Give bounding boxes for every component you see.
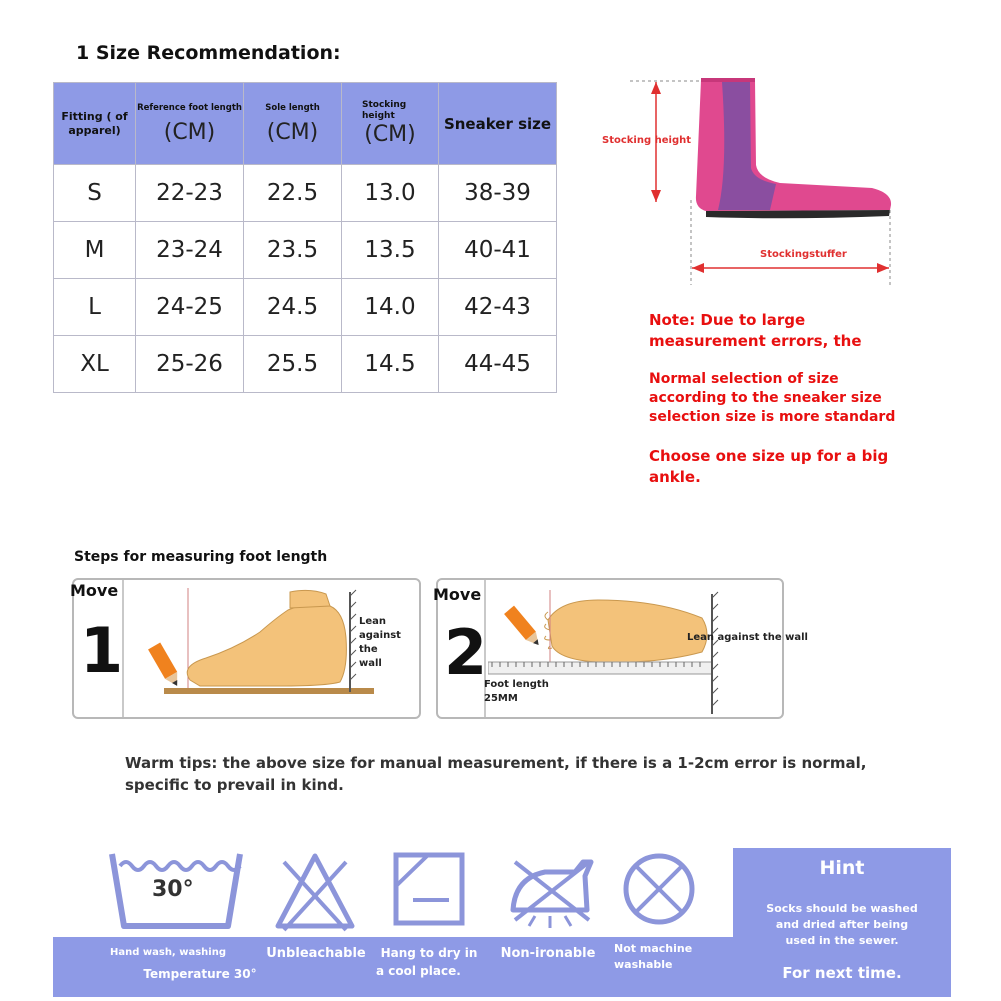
cell-foot-length: 22-23 [136, 165, 244, 222]
step-2-foot-length-label: Foot length [484, 679, 549, 690]
step-1-lean-3: the [359, 644, 378, 655]
note-line-4: according to the sneaker size [649, 390, 882, 406]
cell-stocking-height: 14.0 [342, 279, 439, 336]
hand-wash-label-1: Hand wash, washing [110, 947, 226, 958]
header-fitting: Fitting ( of apparel) [54, 83, 136, 165]
cell-sole-length: 24.5 [244, 279, 342, 336]
cell-sneaker-size: 38-39 [439, 165, 557, 222]
hint-line-1: Socks should be washed [766, 902, 918, 915]
note-line-7: ankle. [649, 468, 701, 486]
cell-sneaker-size: 40-41 [439, 222, 557, 279]
hang-dry-icon [393, 852, 465, 926]
header-stocking-height: Stocking height (CM) [342, 83, 439, 165]
cell-foot-length: 25-26 [136, 336, 244, 393]
cell-foot-length: 24-25 [136, 279, 244, 336]
header-sole-length: Sole length (CM) [244, 83, 342, 165]
header-sneaker-size: Sneaker size [439, 83, 557, 165]
hint-line-3: used in the sewer. [785, 934, 899, 947]
note-line-5: selection size is more standard [649, 409, 896, 425]
note-line-1: Note: Due to large [649, 311, 806, 329]
note-line-6: Choose one size up for a big [649, 447, 889, 465]
cell-size: M [54, 222, 136, 279]
warm-tips [125, 752, 885, 796]
cell-stocking-height: 13.0 [342, 165, 439, 222]
cell-foot-length: 23-24 [136, 222, 244, 279]
table-row [54, 279, 557, 336]
sock-image-icon [696, 78, 891, 218]
pencil-icon [148, 642, 183, 689]
cell-sole-length: 25.5 [244, 336, 342, 393]
unbleachable-label: Unbleachable [266, 946, 366, 961]
not-machine-label-2: washable [614, 958, 673, 971]
warm-tips-line-2: specific to prevail in kind. [125, 776, 344, 794]
cell-size: L [54, 279, 136, 336]
foot-side-view-icon [140, 588, 380, 706]
cell-size: S [54, 165, 136, 222]
step-2-move-label: Move [433, 585, 482, 604]
cell-stocking-height: 14.5 [342, 336, 439, 393]
no-iron-icon [505, 850, 597, 932]
non-ironable-label: Non-ironable [500, 946, 596, 961]
wall-icon [350, 590, 356, 692]
stocking-height-label: Stocking height [602, 135, 692, 146]
steps-title: Steps for measuring foot length [74, 549, 328, 565]
cell-sole-length: 23.5 [244, 222, 342, 279]
wall-icon [712, 592, 718, 714]
step-1-lean-1: Lean [359, 616, 387, 627]
warm-tips-line-1: Warm tips: the above size for manual measurement, if there is a 1-2cm error is normal, [125, 754, 867, 772]
wash-temperature: 30° [152, 877, 194, 902]
ruler-icon [488, 662, 712, 674]
step-1-lean-2: against [359, 630, 401, 641]
cell-size: XL [54, 336, 136, 393]
note-line-2: measurement errors, the [649, 332, 862, 350]
hand-wash-label-2: Temperature 30° [143, 967, 257, 981]
sock-diagram [590, 70, 910, 290]
hint-line-2: and dried after being [775, 918, 909, 931]
step-2-number: 2 [444, 616, 488, 689]
table-row [54, 336, 557, 393]
step-1-move-label: Move [70, 581, 119, 600]
step-1-number: 1 [80, 614, 124, 687]
size-recommendation-title: 1 Size Recommendation: [76, 42, 341, 64]
cell-stocking-height: 13.5 [342, 222, 439, 279]
table-row [54, 222, 557, 279]
pencil-icon [504, 606, 544, 650]
stocking-length-label: Stockingstuffer [760, 249, 847, 260]
step-2-mm-label: 25MM [484, 693, 518, 704]
foot-top-view-icon [488, 590, 728, 714]
hint-title: Hint [819, 857, 865, 879]
header-reference-foot-length: Reference foot length (CM) [136, 83, 244, 165]
size-table-header-row [54, 83, 557, 165]
cell-sole-length: 22.5 [244, 165, 342, 222]
not-machine-label-1: Not machine [614, 942, 693, 955]
cell-sneaker-size: 42-43 [439, 279, 557, 336]
step-1-lean-4: wall [359, 658, 382, 669]
table-row [54, 165, 557, 222]
size-table [53, 82, 557, 393]
cell-sneaker-size: 44-45 [439, 336, 557, 393]
hang-dry-label-2: a cool place. [376, 964, 461, 978]
hang-dry-label-1: Hang to dry in [380, 946, 478, 960]
no-bleach-icon [274, 852, 356, 932]
step-2-lean-label: Lean against the wall [687, 632, 808, 643]
note-line-3: Normal selection of size [649, 371, 839, 387]
hint-line-4: For next time. [782, 964, 902, 982]
no-machine-wash-icon [622, 852, 696, 926]
